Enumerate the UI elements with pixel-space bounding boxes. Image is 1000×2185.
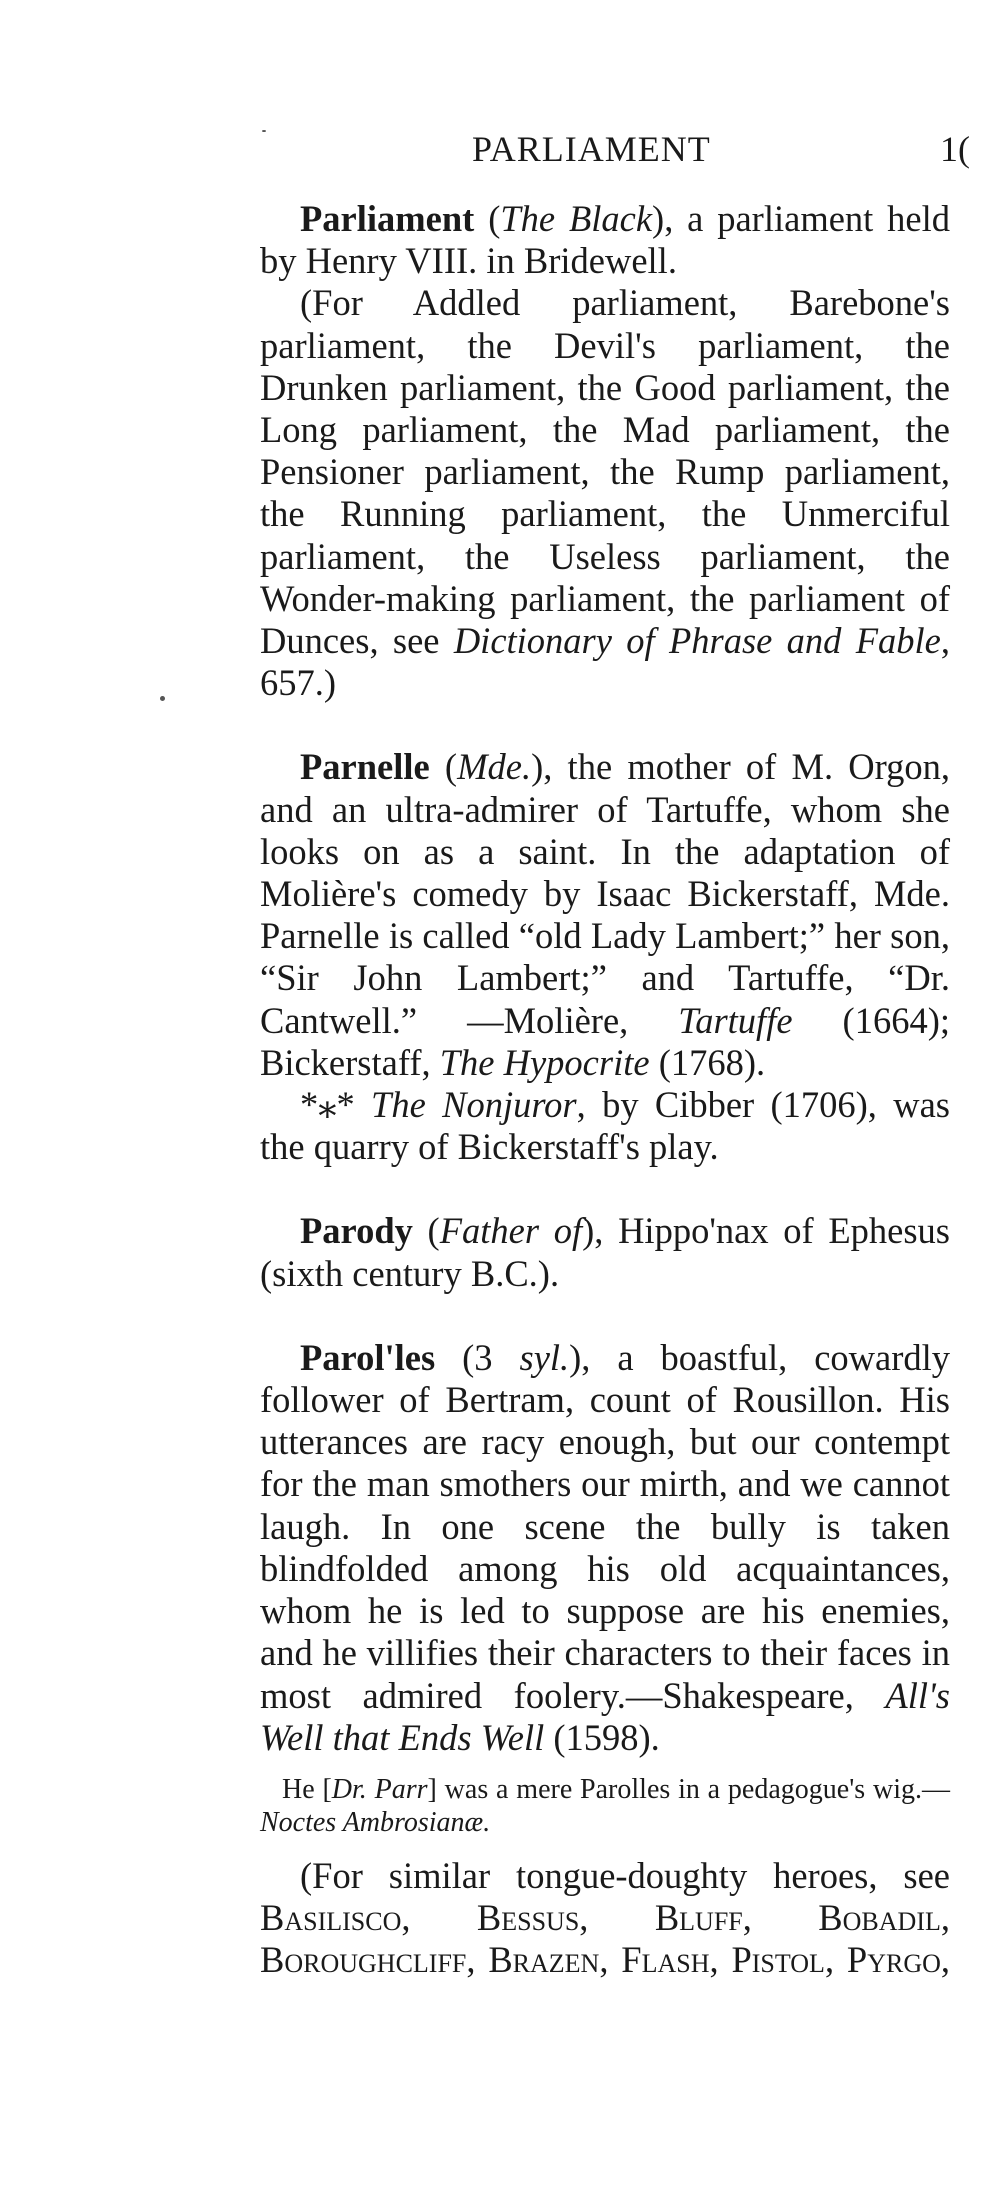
quote-text: ] was a mere Parolles in a pedagogue's wig.— [427,1773,950,1805]
work-title: The Hypocrite [439,1041,650,1083]
note-mark: *⁎* [300,1084,355,1126]
print-speck [262,130,266,132]
quote-name: Dr. Parr [331,1773,428,1805]
work-title: All's Well that Ends Well [260,1674,950,1758]
running-header [0,128,1000,178]
entry-parody: Parody (Father of), Hippo'nax of Ephesus (sixth century B.C.). [260,1210,950,1294]
entry-parolles-see [260,1855,950,1982]
text-column [260,198,950,1982]
see-text: (For similar tongue-doughty heroes, see [300,1854,950,1896]
see-list: Basilisco, Bessus, Bluff, Bobadil, Boroughcliff, Brazen, Flash, Pistol, Pyrgo, [260,1897,950,1981]
era-label: B.C. [470,1252,538,1294]
entry-qualifier: Father of [439,1210,583,1252]
entry-text: (1768). [649,1041,766,1083]
page-number: 1( [940,129,970,169]
page-title: PARLIAMENT [472,129,711,169]
entry-text: (1664); Bickerstaff, [260,999,950,1083]
headword-parnelle: Parnelle [300,746,430,788]
quote-source: Noctes Ambrosianæ. [260,1806,491,1838]
entry-definition: , the mother of M. Orgon, and an ultra-admirer of Tartuffe, whom she looks on as a saint. In the adaptation of Molière's comedy by Isaac Bickerstaff, Mde. Parnelle is called “old Lady Lambert;” her son, “Sir John Lambert;” and Tartuffe, “Dr. Cantwell.” —Molière, [260,746,951,1041]
work-title: The Nonjuror [371,1084,577,1126]
syllable-count: 3 [474,1336,493,1378]
entry-definition: , a parliament held by Henry VIII. in Bridewell. [260,198,950,282]
entry-text: ). [537,1252,560,1294]
entry-parolles: Parol'les (3 syl.), a boastful, cowardly follower of Bertram, count of Rousillon. His utterances are racy enough, but our contempt for the man smothers our mirth, and we cannot laugh. In one scene the bully is taken blindfolded among his old acquaintances, whom he is led to suppose are his enemies, and he villifies their characters to their faces in most admired foolery.—Shakespeare, All's Well that Ends Well (1598). [260,1336,950,1758]
entry-qualifier: The Black [500,198,653,239]
syllable-label: syl. [519,1336,570,1378]
entry-parliament-crossref [260,282,950,704]
headword-parolles: Parol'les [300,1336,436,1378]
crossref-title: Dictionary of Phrase and Fable [453,620,941,662]
print-speck [160,696,165,701]
quote-text: He [ [282,1773,332,1805]
entry-definition: , Hippo'nax of Ephesus (sixth century [260,1210,950,1294]
entry-parnelle-note [260,1084,950,1168]
entry-parnelle: Parnelle (Mde.), the mother of M. Orgon, and an ultra-admirer of Tartuffe, whom she looks on as a saint. In the adaptation of Molière's comedy by Isaac Bickerstaff, Mde. Parnelle is called “old Lady Lambert;” her son, “Sir John Lambert;” and Tartuffe, “Dr. Cantwell.” —Molière, Tartuffe (1664); Bickerstaff, The Hypocrite (1768). [260,746,951,1083]
crossref-tail: , 657.) [260,620,950,704]
entry-definition: ), a boastful, cowardly follower of Bertram, count of Rousillon. His utterances are racy enough, but our contempt for the man smothers our mirth, and we cannot laugh. In one scene the bully is taken blindfolded among his old acquaintances, whom he is led to suppose are his enemies, and he villifies their characters to their faces in most admired foolery.—Shakespeare, [260,1336,950,1716]
headword-parliament: Parliament [300,198,475,239]
entry-text: (1598). [544,1716,660,1758]
note-text: , by Cibber (1706), was the quarry of Bickerstaff's play. [260,1084,950,1168]
headword-parody: Parody [300,1210,413,1252]
work-title: Tartuffe [678,999,793,1041]
entry-parliament-black: Parliament (The Black), a parliament held by Henry VIII. in Bridewell. [260,198,950,282]
crossref-text: (For Addled parliament, Barebone's parliament, the Devil's parliament, the Drunken parliament, the Good parliament, the Long parliament, the Mad parliament, the Pensioner parliament, the Rump parliament, the Running parliament, the Unmerciful parliament, the Useless parliament, the Wonder-making parliament, the parliament of Dunces, see [260,282,950,662]
entry-qualifier: Mde. [457,746,532,788]
block-quote [260,1773,950,1839]
